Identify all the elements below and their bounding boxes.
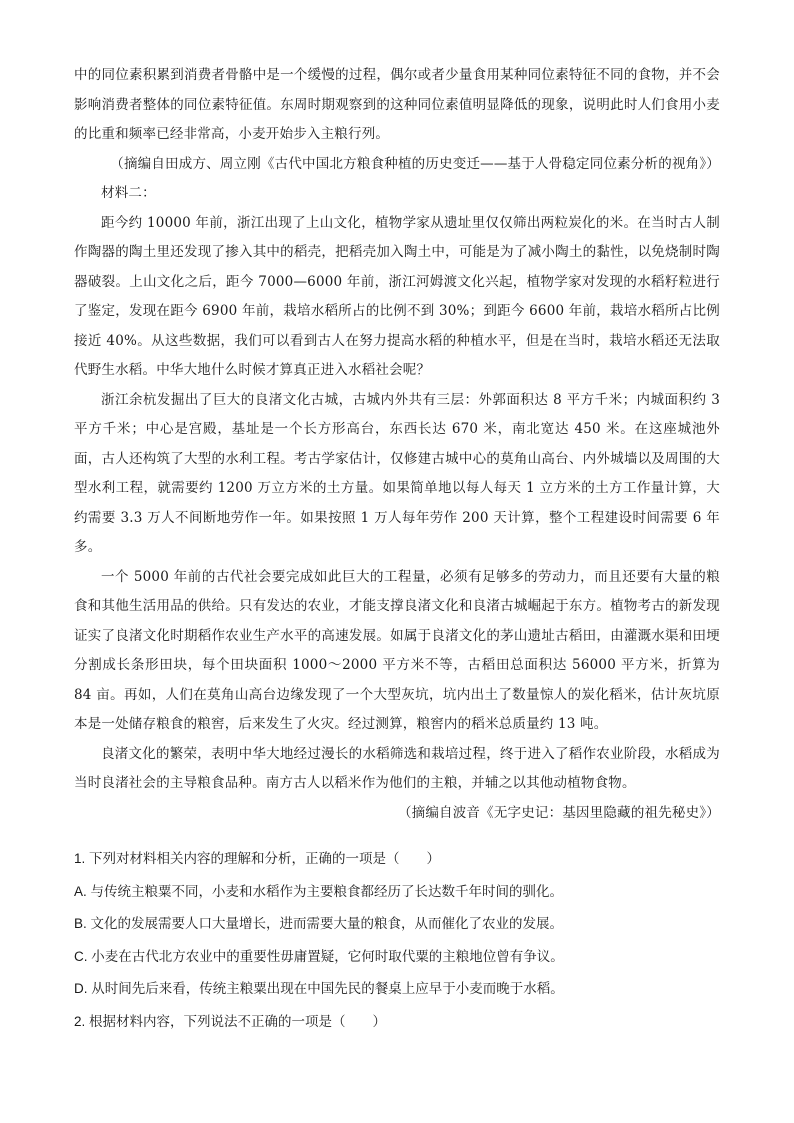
question-1-option-d: D. 从时间先后来看，传统主粮粟出现在中国先民的餐桌上应早于小麦而晚于水稻。 bbox=[74, 981, 564, 996]
question-1-option-a: A. 与传统主粮粟不同，小麦和水稻作为主要粮食都经历了长达数千年时间的驯化。 bbox=[74, 883, 564, 899]
material-two-paragraph: 一个 5000 年前的古代社会要完成如此巨大的工程量，必须有足够多的劳动力，而且还要有大量的粮食和其他生活用品的供给。只有发达的农业，才能支撑良渚文化和良渚古城崛起于东方。植物考古的新发现证实了良渚文化时期稻作农业生产水平的高速发展。如属于良渚文化的茅山遗址古稻田，由灌溉水渠和田埂分割成长条形田块，每个田块面积 1000～2000 平方米不等，古稻田总面积达 56000 平方米，折算为 84 亩。再如，人们在莫角山高台边缘发现了一个大型灰坑，坑内出土了数量惊人的炭化稻米，估计灰坑原本是一处储存粮食的粮窖，后来发生了火灾。经过测算，粮窖内的稻米总质量约 13 吨。 bbox=[74, 568, 720, 732]
question-1-stem: 1. 下列对材料相关内容的理解和分析，正确的一项是（ ） bbox=[74, 851, 441, 866]
material-two-paragraph: 良渚文化的繁荣，表明中华大地经过漫长的水稻筛选和栽培过程，终于进入了稻作农业阶段，水稻成为当时良渚社会的主导粮食品种。南方古人以稻米作为他们的主粮，并辅之以其他动植物食物。 bbox=[74, 745, 720, 791]
question-section bbox=[74, 843, 720, 1038]
material-two-paragraph: 浙江余杭发掘出了巨大的良渚文化古城，古城内外共有三层：外郭面积达 8 平方千米；内城面积约 3 平方千米；中心是宫殿，基址是一个长方形高台，东西长达 670 米，南北宽达 450 米。在这座城池外面，古人还构筑了大型的水利工程。考古学家估计，仅修建古城中心的莫角山高台、内外城墙以及周围的大型水利工程，就需要约 1200 万立方米的土方量。如果简单地以每人每天 1 立方米的土方工作量计算，大约需要 3.3 万人不间断地劳作一年。如果按照 1 万人每年劳作 200 天计算，整个工程建设时间需要 6 年多。 bbox=[74, 391, 720, 555]
material-one-citation: （摘编自田成方、周立刚《古代中国北方粮食种植的历史变迁——基于人骨稳定同位素分析的视角》） bbox=[110, 155, 720, 172]
material-one-continuation: 中的同位素积累到消费者骨骼中是一个缓慢的过程，偶尔或者少量食用某种同位素特征不同的食物，并不会影响消费者整体的同位素特征值。东周时期观察到的这种同位素值明显降低的现象，说明此时人们食用小麦的比重和频率已经非常高，小麦开始步入主粮行列。 bbox=[74, 67, 720, 142]
material-two-label: 材料二： bbox=[101, 185, 156, 201]
material-two-citation: （摘编自波音《无字史记：基因里隐藏的祖先秘史》） bbox=[397, 804, 720, 821]
reading-passage bbox=[74, 61, 720, 828]
question-1-option-b: B. 文化的发展需要人口大量增长，进而需要大量的粮食，从而催化了农业的发展。 bbox=[74, 916, 564, 931]
question-1-option-c: C. 小麦在古代北方农业中的重要性毋庸置疑，它何时取代粟的主粮地位曾有争议。 bbox=[74, 948, 564, 964]
material-two-paragraph: 距今约 10000 年前，浙江出现了上山文化，植物学家从遗址里仅仅筛出两粒炭化的米。在当时古人制作陶器的陶土里还发现了掺入其中的稻壳，把稻壳加入陶土中，可能是为了减小陶土的黏性，以免烧制时陶器破裂。上山文化之后，距今 7000—6000 年前，浙江河姆渡文化兴起，植物学家对发现的水稻籽粒进行了鉴定，发现在距今 6900 年前，栽培水稻所占的比例不到 30%；到距今 6600 年前，栽培水稻所占比例接近 40%。从这些数据，我们可以看到古人在努力提高水稻的种植水平，但是在当时，栽培水稻还无法取代野生水稻。中华大地什么时候才算真正进入水稻社会呢？ bbox=[74, 214, 720, 378]
question-2-stem: 2. 根据材料内容，下列说法不正确的一项是（ ） bbox=[74, 1013, 387, 1029]
